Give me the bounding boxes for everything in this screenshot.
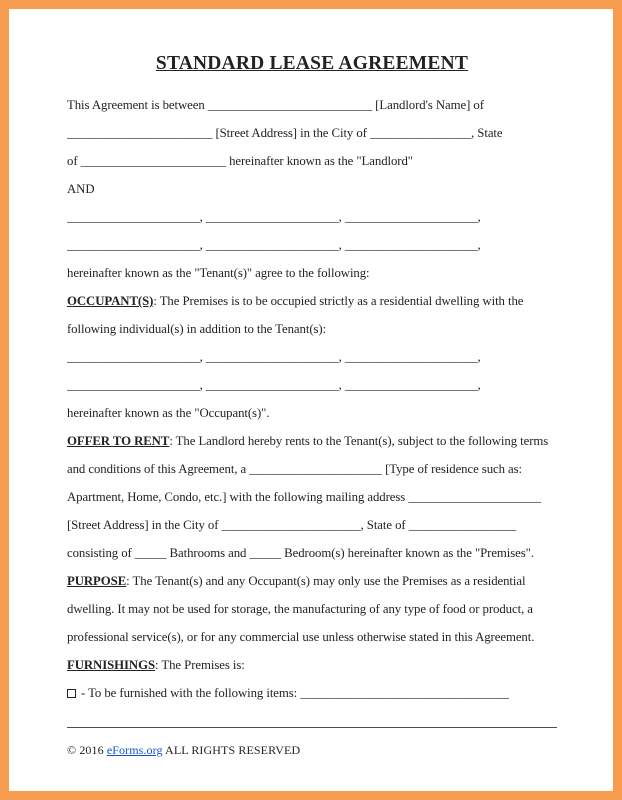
footer-divider [67, 727, 557, 728]
tenant-name-blanks-2: _____________________, _____________________, _____________________, [67, 238, 481, 252]
furnished-option-line [67, 679, 557, 707]
intro-line-1: This Agreement is between __________________________ [Landlord's Name] of [67, 98, 484, 112]
copyright-year: © 2016 [67, 743, 107, 757]
occupant-clause: hereinafter known as the "Occupant(s)". [67, 406, 270, 420]
document-title: STANDARD LEASE AGREEMENT [155, 53, 469, 74]
offer-to-rent-line-4: [Street Address] in the City of ______________________, State of _________________ [67, 518, 517, 532]
occupant-name-blanks-2: _____________________, _____________________, _____________________, [67, 378, 481, 392]
occupants-section-line-1 [67, 287, 557, 315]
offer-to-rent-line-5: consisting of _____ Bathrooms and _____ Bedroom(s) hereinafter known as the "Premises". [67, 546, 534, 560]
footer-copyright [67, 738, 557, 762]
intro-line-2: _______________________ [Street Address] in the City of ________________, State [67, 126, 503, 140]
furnished-checkbox[interactable] [67, 689, 76, 698]
eforms-link[interactable]: eForms.org [106, 743, 163, 757]
copyright-rights: ALL RIGHTS RESERVED [162, 743, 301, 757]
furnishings-text: : The Premises is: [155, 658, 245, 672]
intro-line-3: of _______________________ hereinafter known as the "Landlord" [67, 154, 413, 168]
offer-to-rent-heading: OFFER TO RENT [67, 434, 170, 448]
purpose-text-1: : The Tenant(s) and any Occupant(s) may only use the Premises as a residential [126, 574, 526, 588]
document-page [9, 9, 613, 762]
and-separator: AND [67, 182, 95, 196]
occupants-text-1: : The Premises is to be occupied strictly as a residential dwelling with the [153, 294, 524, 308]
occupant-name-blanks-1: _____________________, _____________________, _____________________, [67, 350, 481, 364]
offer-to-rent-line-1 [67, 427, 557, 455]
furnishings-heading: FURNISHINGS [67, 658, 156, 672]
offer-to-rent-text-1: : The Landlord hereby rents to the Tenant(s), subject to the following terms [169, 434, 549, 448]
offer-to-rent-line-3: Apartment, Home, Condo, etc.] with the following mailing address _____________________ [67, 490, 542, 504]
occupants-heading: OCCUPANT(S) [67, 294, 154, 308]
furnishings-line [67, 651, 557, 679]
purpose-line-1 [67, 567, 557, 595]
furnished-option-text: - To be furnished with the following items: _________________________________ [81, 686, 509, 700]
purpose-line-2: dwelling. It may not be used for storage, the manufacturing of any type of food or product, a [67, 602, 533, 616]
purpose-line-3: professional service(s), or for any commercial use unless otherwise stated in this Agreement. [67, 630, 535, 644]
tenant-clause: hereinafter known as the "Tenant(s)" agree to the following: [67, 266, 370, 280]
offer-to-rent-line-2: and conditions of this Agreement, a _____________________ [Type of residence such as: [67, 462, 523, 476]
purpose-heading: PURPOSE [67, 574, 127, 588]
occupants-section-line-2: following individual(s) in addition to the Tenant(s): [67, 322, 327, 336]
tenant-name-blanks-1: _____________________, _____________________, _____________________, [67, 210, 481, 224]
